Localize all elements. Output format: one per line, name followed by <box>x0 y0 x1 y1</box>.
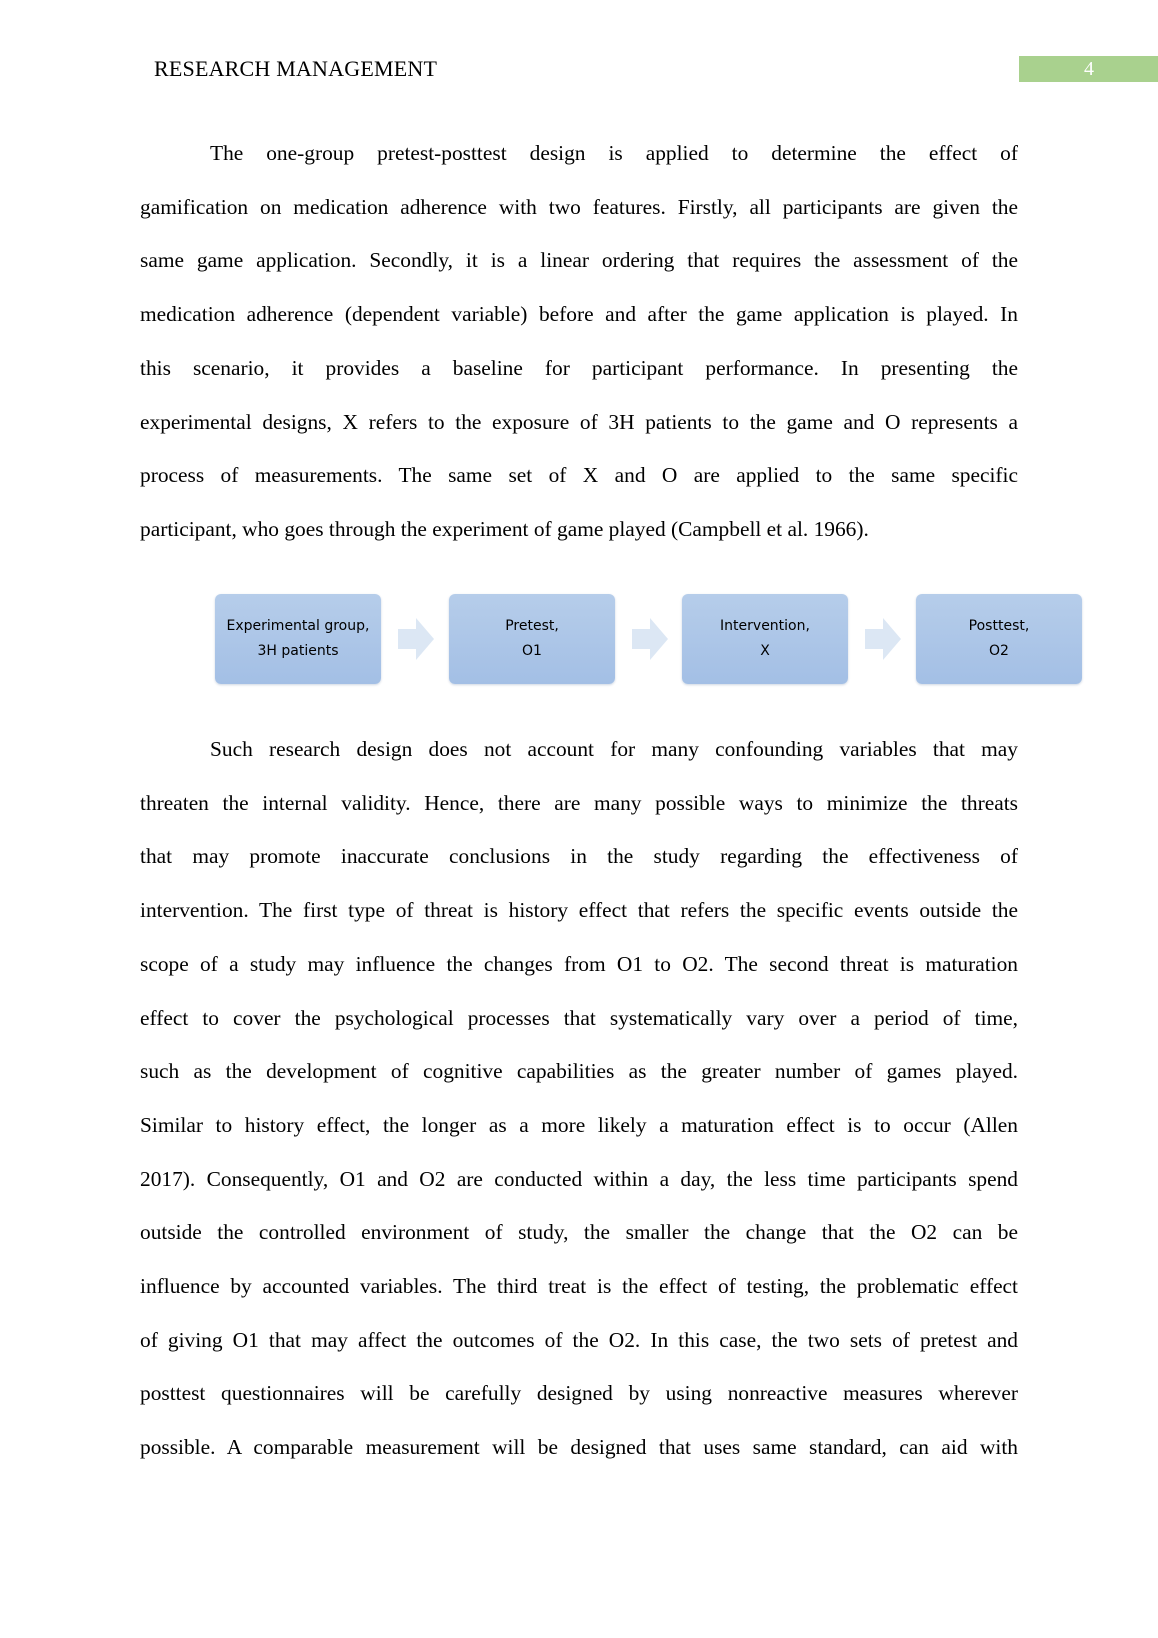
paragraph-line: experimental designs, X refers to the exposure of 3H patients to the game and O represents a <box>140 409 1018 434</box>
paragraph-line: possible. A comparable measurement will be designed that uses same standard, can aid with <box>140 1435 1018 1460</box>
paragraph-line: such as the development of cognitive capabilities as the greater number of games played. <box>140 1059 1018 1084</box>
paragraph-line: effect to cover the psychological processes that systematically vary over a period of time, <box>140 1005 1018 1030</box>
paragraph-1 <box>140 127 1018 557</box>
paragraph-line: Such research design does not account for many confounding variables that may <box>210 737 1018 761</box>
paragraph-line: posttest questionnaires will be carefully designed by using nonreactive measures wherever <box>140 1381 1018 1406</box>
flow-step-sublabel: 3H patients <box>257 643 339 659</box>
paragraph-line: intervention. The first type of threat is history effect that refers the specific events outside the <box>140 898 1018 923</box>
paragraph-line: gamification on medication adherence with two features. Firstly, all participants are given the <box>140 194 1018 219</box>
running-header: RESEARCH MANAGEMENT <box>154 56 438 81</box>
arrow-right-icon <box>865 618 901 660</box>
paragraph-line: The one-group pretest-posttest design is applied to determine the effect of <box>210 141 1018 165</box>
paragraph-line: threaten the internal validity. Hence, there are many possible ways to minimize the threats <box>140 790 1018 815</box>
flow-step-label: Intervention, <box>720 618 810 634</box>
flow-step-posttest <box>916 594 1082 684</box>
flow-step-label: Pretest, <box>505 618 559 634</box>
flow-step-sublabel: O2 <box>989 643 1009 659</box>
paragraph-line: that may promote inaccurate conclusions in the study regarding the effectiveness of <box>140 844 1018 869</box>
arrow-right-icon <box>632 618 668 660</box>
flow-step-sublabel: O1 <box>522 643 542 659</box>
paragraph-line: of giving O1 that may affect the outcomes of the O2. In this case, the two sets of pretest and <box>140 1327 1018 1352</box>
paragraph-line: outside the controlled environment of study, the smaller the change that the O2 can be <box>140 1220 1018 1245</box>
paragraph-line: Similar to history effect, the longer as a more likely a maturation effect is to occur (Allen <box>140 1112 1018 1137</box>
paragraph-line: 2017). Consequently, O1 and O2 are conducted within a day, the less time participants spend <box>140 1166 1018 1191</box>
flow-step-experimental-group <box>215 594 381 684</box>
page-number: 4 <box>1019 56 1158 82</box>
flow-step-pretest <box>449 594 615 684</box>
flow-step-sublabel: X <box>760 643 770 659</box>
flow-step-intervention <box>682 594 848 684</box>
flow-step-label: Posttest, <box>968 618 1030 634</box>
flow-step-label: Experimental group, <box>226 618 370 634</box>
paragraph-line: medication adherence (dependent variable) before and after the game application is played. In <box>140 302 1018 327</box>
arrow-right-icon <box>398 618 434 660</box>
paragraph-line: influence by accounted variables. The third treat is the effect of testing, the problematic effect <box>140 1274 1018 1299</box>
paragraph-line: participant, who goes through the experiment of game played (Campbell et al. 1966). <box>140 516 869 541</box>
paragraph-line: this scenario, it provides a baseline for participant performance. In presenting the <box>140 355 1018 380</box>
paragraph-line: same game application. Secondly, it is a linear ordering that requires the assessment of the <box>140 248 1018 273</box>
paragraph-2 <box>140 723 1018 1475</box>
paragraph-line: scope of a study may influence the changes from O1 to O2. The second threat is maturation <box>140 951 1018 976</box>
paragraph-line: process of measurements. The same set of X and O are applied to the same specific <box>140 463 1018 488</box>
